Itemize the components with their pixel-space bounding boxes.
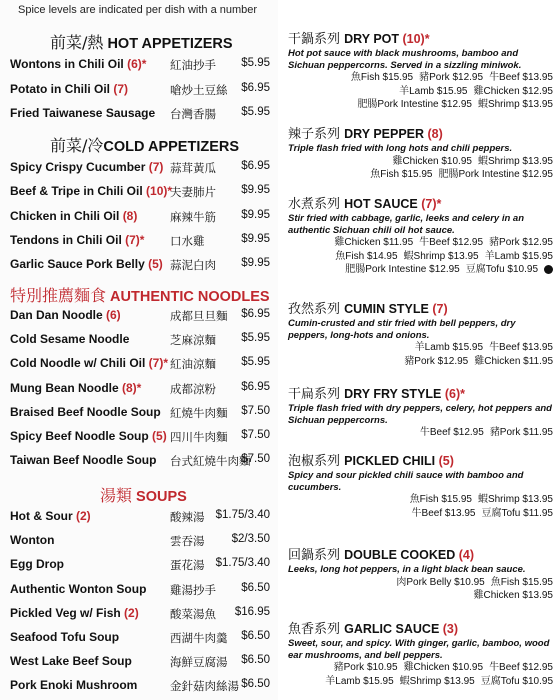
entree-heading [288,450,553,469]
right-column [280,0,557,700]
menu-item [10,405,270,423]
soups-title: 湯類 SOUPS [100,486,187,505]
menu-item [10,356,270,374]
item-name: Authentic Wonton Soup [10,581,147,596]
entree-heading-cn: 辣子系列 [288,127,345,142]
entree-section [288,450,553,520]
item-price: $6.50 [241,678,270,691]
entree-heading-cn: 干鍋系列 [288,32,345,47]
price-option: 蝦Shrimp $13.95 [399,675,475,687]
item-price: $9.95 [241,257,270,270]
price-option: 雞Chicken $11.95 [474,355,553,367]
price-option: 豬Pork $12.95 [419,72,484,83]
price-line [288,493,553,507]
price-option: 肥腸Pork Intestine $12.95 [357,99,472,110]
price-option: 羊Lamb $15.95 [325,675,394,687]
item-price: $6.95 [241,160,270,172]
item-price: $7.50 [241,404,270,417]
price-option: 雞Chicken $13.95 [473,590,553,601]
price-line [288,661,553,675]
entree-heading-cn: 泡椒系列 [288,454,345,469]
price-option: 羊Lamb $15.95 [399,85,468,97]
price-option: 魚Fish $15.95 [490,576,553,588]
spice-level: (7) [113,81,129,96]
item-name-cn: 成都旦旦麵 [170,309,228,323]
menu-item [10,582,270,600]
entree-heading [288,123,553,142]
item-price: $6.50 [241,630,270,642]
item-name-cn: 雞湯抄手 [170,582,216,597]
entree-description: Cumin-crusted and stir fried with bell peppers, dry peppers, long-hots and onions. [288,318,516,341]
price-option: 牛Beef $12.95 [419,237,484,248]
menu-item [10,429,270,447]
price-option: 牛Beef $12.95 [419,427,484,438]
price-option: 牛Beef $12.95 [489,662,553,673]
entree-description: Spicy and sour pickled chili sauce with bamboo and cucumbers. [288,470,524,493]
item-name: Egg Drop [10,557,64,572]
menu-item [10,308,270,326]
item-name-cn: 夫妻肺片 [170,185,216,200]
item-name-cn: 海鮮豆腐湯 [170,655,228,670]
price-option: 牛Beef $13.95 [489,342,553,353]
price-option: 蝦Shrimp $13.95 [403,250,479,262]
menu-item [10,106,270,124]
spice-level: (2) [76,509,91,523]
price-option: 蝦Shrimp $13.95 [477,155,553,167]
price-line [288,355,553,369]
spice-level: (10)* [146,184,173,199]
price-option: 豆腐Tofu $10.95 [480,675,553,687]
item-price: $6.95 [241,81,270,94]
price-option: 雞Chicken $12.95 [473,85,553,97]
item-name: Beef & Tripe in Chili Oil (10)* [10,184,173,199]
spice-level: (7)* [148,356,169,371]
item-price: $9.95 [241,184,270,197]
spice-level: (6)* [127,57,147,71]
entree-heading-cn: 水煮系列 [288,197,345,212]
entree-heading-cn: 干扁系列 [288,387,345,402]
item-name-cn: 酸辣湯 [170,510,205,524]
price-option: 蝦Shrimp $13.95 [477,494,553,505]
item-price: $6.50 [241,581,270,594]
item-name: Hot & Sour (2) [10,509,91,523]
entree-heading [288,618,553,637]
entree-heading-en: HOT SAUCE [344,197,422,211]
price-option: 豆腐Tofu $10.95 [465,264,538,275]
spice-level: (10)* [402,32,430,46]
item-price: $9.95 [241,232,270,245]
price-option: 豬Pork $11.95 [489,427,553,438]
menu-item [10,184,270,202]
left-column [0,0,278,700]
entree-description: Sweet, sour, and spicy. With ginger, garlic, bamboo, wood ear mushrooms, and bell peppers. [288,638,550,661]
price-option: 蝦Shrimp $13.95 [477,99,553,110]
price-option: 羊Lamb $15.95 [484,250,553,262]
entree-heading-en: DRY FRY STYLE [344,387,445,401]
item-name-cn: 西湖牛肉羹 [170,631,228,645]
price-option: 魚Fish $15.95 [370,169,433,180]
item-name-cn: 蒜泥白肉 [170,258,216,273]
item-name: Spicy Beef Noodle Soup (5) [10,429,167,443]
price-option: 牛Beef $13.95 [411,507,476,519]
item-name-cn: 四川牛肉麵 [170,430,228,444]
price-line [288,507,553,521]
spice-level: (5) [148,257,163,272]
price-option: 豬Pork $12.95 [489,237,553,248]
item-price: $7.50 [241,453,270,466]
item-name-cn: 雲吞湯 [170,534,205,549]
entree-description: Stir fried with cabbage, garlic, leeks and celery in an authentic Sichuan chili oil hot sauce. [288,213,525,236]
item-name-cn: 麻辣牛筋 [170,209,216,224]
menu-item [10,509,270,527]
item-name-cn: 紅油涼麵 [170,357,216,372]
price-option: 豬Pork $12.95 [404,355,469,367]
item-name-cn: 成都涼粉 [170,381,216,396]
item-name: Taiwan Beef Noodle Soup [10,453,157,468]
price-line [288,98,553,112]
item-name: West Lake Beef Soup [10,654,132,669]
price-line [288,250,553,264]
spice-level: (7) [432,302,448,316]
item-name: Cold Noodle w/ Chili Oil (7)* [10,356,169,371]
item-name: Cold Sesame Noodle [10,332,130,347]
menu-item [10,82,270,100]
menu-item [10,233,270,251]
spice-level: (8) [122,208,138,223]
price-line [288,426,553,440]
menu-item [10,654,270,672]
spice-level: (5) [152,429,167,443]
menu-item [10,160,270,178]
price-line [288,71,553,85]
item-name-cn: 嗆炒土豆絲 [170,82,228,97]
item-name: Dan Dan Noodle (6) [10,308,121,322]
entree-heading-cn: 孜然系列 [288,302,345,317]
entree-heading-en: PICKLED CHILI [344,454,439,468]
entree-heading-cn: 魚香系列 [288,622,345,637]
item-name-cn: 口水雞 [170,233,205,248]
item-name-cn: 金針菇肉絲湯 [170,679,239,694]
item-price: $7.50 [241,429,270,441]
item-name: Mung Bean Noodle (8)* [10,380,142,395]
price-line [288,341,553,355]
price-option: 羊Lamb $15.95 [414,342,484,353]
spice-level: (7) [148,160,164,174]
menu-item [10,257,270,275]
price-line [288,263,553,277]
menu-item [10,57,270,75]
menu-item [10,381,270,399]
price-option: 雞Chicken $10.95 [403,662,484,673]
spice-level: (6)* [444,387,466,401]
item-price: $16.95 [234,605,270,618]
cold-appetizers-title: 前菜/冷COLD APPETIZERS [50,136,240,155]
entree-section [288,298,553,368]
entree-heading-cn: 回鍋系列 [288,548,345,563]
menu-item [10,630,270,648]
entree-description: Hot pot sauce with black mushrooms, bamboo and Sichuan peppercorns. Served in a sizzling miniwok. [288,48,522,71]
price-option: 豆腐Tofu $11.95 [481,507,553,519]
price-line [288,85,553,99]
item-name: Wonton [10,533,55,548]
entree-description: Triple flash fried with dry peppers, celery, hot peppers and Sichuan peppercorns. [288,403,552,426]
entree-heading [288,383,553,402]
item-name: Braised Beef Noodle Soup [10,404,161,419]
menu-item [10,332,270,350]
menu-item [10,606,270,624]
menu-item [10,209,270,227]
entree-heading-en: CUMIN STYLE [344,302,433,316]
entree-heading [288,298,553,317]
price-option: 魚Fish $15.95 [409,494,472,505]
price-line [288,155,553,169]
item-price: $1.75/3.40 [215,509,270,521]
spice-level: (2) [124,605,139,620]
spice-level: (4) [458,548,475,562]
spice-level: (5) [438,454,454,468]
item-name: Potato in Chili Oil (7) [10,81,129,96]
entree-heading [288,544,553,563]
item-price: $5.95 [241,356,270,369]
item-name-cn: 紅燒牛肉麵 [170,405,228,420]
price-option: 魚Fish $15.95 [350,72,414,83]
price-option: 豬Pork $10.95 [333,662,398,673]
item-name: Wontons in Chili Oil (6)* [10,57,147,71]
entree-heading [288,193,553,212]
item-name: Fried Taiwanese Sausage [10,106,156,120]
noodles-title: 特別推薦麵食 AUTHENTIC NOODLES [10,286,270,305]
spice-level: (7)* [125,232,145,247]
spice-level: (7)* [421,197,442,211]
item-name-cn: 芝麻涼麵 [170,333,216,348]
entree-heading [288,28,553,47]
item-name: Pickled Veg w/ Fish (2) [10,605,139,620]
item-name-cn: 蒜茸黃瓜 [170,161,216,175]
entree-description: Leeks, long hot peppers, in a light black bean sauce. [288,564,526,575]
price-option: 雞Chicken $10.95 [392,155,472,167]
item-name-cn: 紅油抄手 [170,58,216,72]
item-name: Chicken in Chili Oil (8) [10,208,138,223]
item-name: Spicy Crispy Cucumber (7) [10,160,164,174]
price-option: 牛Beef $13.95 [489,72,553,83]
hot-appetizers-title: 前菜/熱 HOT APPETIZERS [50,33,233,52]
price-option: 雞Chicken $11.95 [334,237,414,248]
menu-item [10,557,270,575]
price-option: 肉Pork Belly $10.95 [396,576,485,588]
entree-section [288,544,553,603]
price-option: 肥腸Pork Intestine $12.95 [438,169,553,180]
price-option: 魚Fish $14.95 [335,250,398,262]
spice-level: (8) [427,127,443,141]
item-name: Pork Enoki Mushroom [10,678,138,693]
item-name: Garlic Sauce Pork Belly (5) [10,257,163,272]
entree-heading-en: DRY POT [344,32,403,46]
item-price: $5.95 [241,332,270,345]
item-name-cn: 台式紅燒牛肉麵 [170,454,251,469]
item-price: $6.95 [241,380,270,393]
price-line [288,675,553,689]
menu-item [10,533,270,551]
price-line [288,236,553,250]
item-name-cn: 蛋花湯 [170,558,205,573]
entree-section [288,123,553,182]
item-price: $2/3.50 [231,533,270,546]
entree-description: Triple flash fried with long hots and chili peppers. [288,143,513,154]
item-price: $5.95 [241,57,270,69]
price-line [288,168,553,182]
spicy-dot-icon [544,265,553,274]
item-price: $6.95 [241,308,270,320]
price-line [288,589,553,603]
item-name-cn: 酸菜湯魚 [170,606,216,621]
spice-level: (3) [442,622,459,636]
entree-section [288,28,553,112]
item-price: $5.95 [241,106,270,118]
price-option: 肥腸Pork Intestine $12.95 [345,264,460,275]
spice-level: (8)* [122,380,142,395]
item-name: Seafood Tofu Soup [10,630,120,644]
item-name: Tendons in Chili Oil (7)* [10,232,145,247]
item-price: $6.50 [241,654,270,667]
menu-item [10,453,270,471]
entree-heading-en: DOUBLE COOKED [344,548,459,562]
item-price: $9.95 [241,208,270,221]
entree-heading-en: GARLIC SAUCE [344,622,443,636]
entree-section [288,383,553,440]
entree-section [288,618,553,688]
item-price: $1.75/3.40 [215,557,270,570]
entree-heading-en: DRY PEPPER [344,127,428,141]
spice-level: (6) [106,308,121,322]
menu-item [10,678,270,696]
entree-section [288,193,553,277]
price-line [288,576,553,590]
item-name-cn: 台灣香腸 [170,107,216,121]
spice-note: Spice levels are indicated per dish with a number [18,4,258,16]
